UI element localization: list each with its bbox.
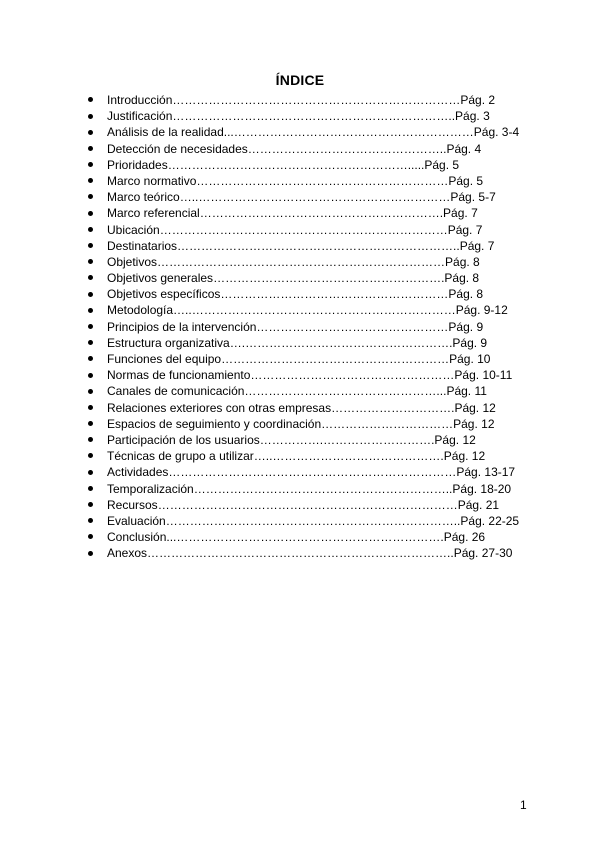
- bullet-icon: [88, 502, 93, 507]
- toc-entry-leader: …..…………………………………….: [253, 449, 444, 464]
- toc-entry-title: Normas de funcionamiento: [107, 368, 251, 383]
- toc-entry-leader: …..………………………………………………………: [179, 190, 451, 205]
- toc-entry: [88, 124, 519, 140]
- toc-entry-leader: ………………………………………………………………: [172, 93, 461, 107]
- toc-entry-page: Pág. 7: [447, 222, 483, 237]
- toc-entry: [88, 545, 519, 561]
- toc-entry-title: Relaciones exteriores con otras empresas: [107, 400, 332, 415]
- bullet-icon: [88, 356, 93, 361]
- toc-entry: [88, 367, 519, 383]
- table-of-contents: [88, 92, 519, 561]
- toc-entry: [88, 205, 519, 221]
- toc-entry-leader: …………………………………………………………………: [157, 497, 458, 512]
- toc-entry-leader: ………………………….: [331, 400, 455, 415]
- toc-entry-page: Pág. 11: [446, 384, 487, 399]
- toc-entry: [88, 141, 519, 157]
- toc-entry-leader: ...………………………………………………………….: [166, 530, 444, 545]
- toc-entry-page: Pág. 13-17: [456, 465, 516, 480]
- toc-entry-leader: …………………………………………………: [221, 352, 450, 366]
- toc-entry-title: Temporalización: [107, 481, 194, 496]
- bullet-icon: [88, 211, 93, 216]
- toc-entry-page: Pág. 9-12: [455, 303, 508, 318]
- toc-entry: [88, 497, 519, 513]
- toc-entry-leader: ...……………………………………………………: [223, 125, 474, 140]
- toc-entry: [88, 108, 519, 124]
- toc-entry-title: Prioridades: [107, 157, 168, 172]
- toc-entry: [88, 432, 519, 448]
- toc-entry: [88, 319, 519, 335]
- toc-entry-page: Pág. 2: [460, 93, 496, 107]
- toc-entry-page: Pág. 10-11: [454, 368, 513, 383]
- bullet-icon: [88, 470, 93, 475]
- toc-entry-leader: ………………………………………………………..: [193, 481, 453, 496]
- toc-entry-title: Principios de la intervención: [107, 319, 257, 334]
- bullet-icon: [88, 518, 93, 523]
- toc-entry-leader: …………………………………………...: [244, 384, 447, 399]
- toc-entry-page: Pág. 7: [459, 238, 495, 253]
- toc-entry-leader: …..…………………………………………………………: [173, 303, 456, 318]
- toc-entry-page: Pág. 8: [448, 287, 484, 302]
- toc-entry-title: Marco referencial: [107, 206, 200, 221]
- toc-entry-page: Pág. 10: [449, 352, 491, 366]
- toc-entry-title: Actividades: [107, 465, 169, 480]
- toc-entry-leader: …………………………………………………….....: [167, 157, 425, 172]
- toc-entry-leader: ………………………………………………………………: [157, 254, 446, 269]
- bullet-icon: [88, 421, 93, 426]
- bullet-icon: [88, 243, 93, 248]
- bullet-icon: [88, 405, 93, 410]
- bullet-icon: [88, 551, 93, 556]
- toc-entry-title: Conclusión: [107, 530, 167, 545]
- bullet-icon: [88, 373, 93, 378]
- bullet-icon: [88, 114, 93, 119]
- toc-entry-title: Marco teórico: [107, 190, 180, 205]
- toc-entry-page: Pág. 12: [443, 449, 486, 464]
- toc-entry-page: Pág. 22-25: [460, 513, 520, 528]
- toc-entry-title: Evaluación: [107, 513, 166, 528]
- bullet-icon: [88, 389, 93, 394]
- toc-entry-leader: ………………………………………………….: [213, 271, 445, 286]
- bullet-icon: [88, 534, 93, 539]
- bullet-icon: [88, 259, 93, 264]
- toc-entry-page: Pág. 8: [445, 254, 480, 269]
- toc-entry-title: Anexos: [107, 546, 148, 561]
- toc-entry-leader: ……………………………: [321, 416, 454, 431]
- toc-entry: [88, 254, 519, 270]
- toc-entry-leader: ………………………………………………………………: [159, 222, 448, 237]
- toc-entry-title: Destinatarios: [107, 238, 178, 253]
- toc-entry-title: Introducción: [107, 93, 173, 107]
- toc-entry-title: Técnicas de grupo a utilizar: [107, 449, 254, 464]
- toc-entry-leader: …………………………………………………….: [199, 206, 444, 221]
- toc-entry-title: Análisis de la realidad: [107, 125, 224, 140]
- toc-entry: [88, 173, 519, 189]
- toc-entry-page: Pág. 26: [443, 530, 486, 545]
- toc-entry-title: Ubicación: [107, 222, 160, 237]
- toc-entry-leader: ….…………………………………………….: [229, 335, 453, 350]
- toc-entry: [88, 513, 519, 529]
- toc-entry-page: Pág. 3: [455, 109, 490, 124]
- bullet-icon: [88, 453, 93, 458]
- toc-entry-title: Participación de los usuarios: [107, 432, 260, 447]
- bullet-icon: [88, 308, 93, 313]
- toc-entry-leader: …………………………………………..: [247, 141, 447, 156]
- toc-entry-page: Pág. 9: [448, 319, 484, 334]
- toc-entry: [88, 383, 519, 399]
- toc-entry-leader: …………………………………………………: [220, 287, 449, 302]
- bullet-icon: [88, 162, 93, 167]
- bullet-icon: [88, 275, 93, 280]
- toc-entry: [88, 189, 519, 205]
- toc-entry-title: Detección de necesidades: [107, 141, 248, 156]
- toc-entry-page: Pág. 7: [443, 206, 478, 221]
- bullet-icon: [88, 437, 93, 442]
- bullet-icon: [88, 324, 93, 329]
- toc-entry-page: Pág. 27-30: [453, 546, 513, 561]
- toc-entry-title: Objetivos generales: [107, 271, 214, 286]
- toc-entry: [88, 351, 519, 367]
- toc-entry-page: Pág. 12: [434, 432, 476, 447]
- toc-entry-title: Canales de comunicación: [107, 384, 245, 399]
- toc-entry-title: Estructura organizativa: [107, 335, 230, 350]
- toc-entry: [88, 529, 519, 545]
- toc-entry-leader: …………………………………………: [256, 319, 449, 334]
- toc-entry-page: Pág. 3-4: [473, 125, 520, 140]
- bullet-icon: [88, 486, 93, 491]
- toc-entry-title: Objetivos: [107, 254, 158, 269]
- toc-entry: [88, 270, 519, 286]
- toc-entry-leader: ……………………………………………………………..: [177, 238, 460, 253]
- index-title: ÍNDICE: [275, 72, 325, 88]
- toc-entry: [88, 92, 519, 108]
- toc-entry-page: Pág. 18-20: [452, 481, 512, 496]
- toc-entry: [88, 400, 519, 416]
- toc-entry-page: Pág. 8: [444, 271, 480, 286]
- toc-entry: [88, 222, 519, 238]
- toc-entry: [88, 464, 519, 480]
- bullet-icon: [88, 227, 93, 232]
- toc-entry-page: Pág. 12: [453, 416, 495, 431]
- bullet-icon: [88, 194, 93, 199]
- toc-entry: [88, 286, 519, 302]
- toc-entry: [88, 448, 519, 464]
- page-number: 1: [520, 798, 527, 812]
- bullet-icon: [88, 340, 93, 345]
- toc-entry-title: Justificación: [107, 109, 173, 124]
- bullet-icon: [88, 97, 93, 102]
- toc-entry-leader: ……………………………………………………………..: [172, 109, 456, 124]
- toc-entry: [88, 238, 519, 254]
- toc-entry-page: Pág. 5-7: [450, 190, 496, 205]
- toc-entry: [88, 302, 519, 318]
- toc-entry-leader: ……………………………………………: [250, 368, 455, 383]
- bullet-icon: [88, 146, 93, 151]
- toc-entry-leader: …………………………………………………………………..: [147, 546, 454, 561]
- toc-entry: [88, 416, 519, 432]
- toc-entry-page: Pág. 12: [454, 400, 496, 415]
- toc-entry: [88, 481, 519, 497]
- toc-entry-title: Marco normativo: [107, 173, 197, 188]
- toc-entry-leader: ………………………………………………………………..: [165, 513, 461, 528]
- toc-entry-page: Pág. 5: [424, 157, 460, 172]
- toc-entry-title: Objetivos específicos: [107, 287, 221, 302]
- toc-entry-page: Pág. 4: [446, 141, 482, 156]
- toc-entry-leader: ………………………………………………………………: [168, 465, 457, 480]
- toc-entry-page: Pág. 9: [452, 335, 488, 350]
- bullet-icon: [88, 178, 93, 183]
- toc-entry-title: Funciones del equipo: [107, 352, 222, 366]
- toc-entry: [88, 335, 519, 351]
- toc-entry-title: Metodología: [107, 303, 174, 318]
- toc-entry-leader: ………………………………………………………: [196, 173, 449, 188]
- bullet-icon: [88, 130, 93, 135]
- toc-entry-leader: …………….……………………….: [259, 432, 435, 447]
- toc-entry-title: Espacios de seguimiento y coordinación: [107, 416, 322, 431]
- toc-entry-title: Recursos: [107, 497, 158, 512]
- toc-entry-page: Pág. 21: [457, 497, 500, 512]
- toc-entry-page: Pág. 5: [448, 173, 484, 188]
- toc-entry: [88, 157, 519, 173]
- bullet-icon: [88, 292, 93, 297]
